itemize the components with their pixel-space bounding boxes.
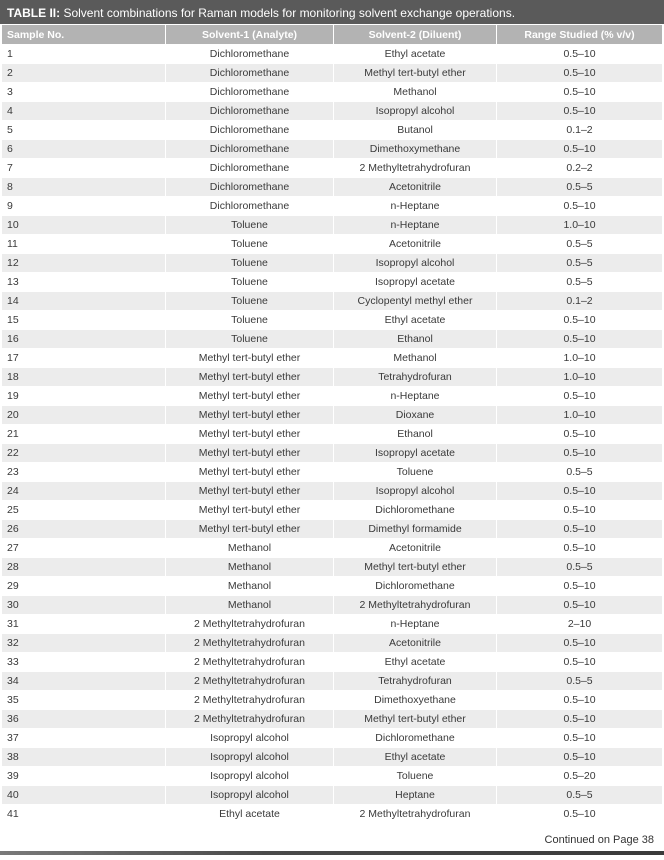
table-row (2, 615, 662, 634)
solvent-1-cell: Toluene (166, 292, 334, 311)
column-header-sample-no: Sample No. (2, 25, 166, 45)
solvent-1-cell: Toluene (166, 216, 334, 235)
table-body (2, 45, 662, 824)
range-cell: 0.5–10 (497, 197, 662, 216)
sample-no-cell: 39 (2, 767, 166, 786)
continued-note: Continued on Page 38 (544, 834, 654, 846)
table-row (2, 64, 662, 83)
solvent-2-cell: Heptane (334, 786, 497, 805)
sample-no-cell: 11 (2, 235, 166, 254)
column-header-solvent-1: Solvent-1 (Analyte) (166, 25, 334, 45)
sample-no-cell: 27 (2, 539, 166, 558)
sample-no-cell: 16 (2, 330, 166, 349)
solvent-2-cell: Toluene (334, 463, 497, 482)
solvent-2-cell: 2 Methyltetrahydrofuran (334, 159, 497, 178)
sample-no-cell: 10 (2, 216, 166, 235)
table-row (2, 748, 662, 767)
range-cell: 0.5–10 (497, 482, 662, 501)
sample-no-cell: 22 (2, 444, 166, 463)
solvent-2-cell: Methyl tert-butyl ether (334, 64, 497, 83)
table-row (2, 501, 662, 520)
table-title-text: Solvent combinations for Raman models for monitoring solvent exchange operations. (63, 6, 516, 20)
solvent-2-cell: Dimethoxyethane (334, 691, 497, 710)
range-cell: 0.5–10 (497, 805, 662, 824)
solvent-2-cell: n-Heptane (334, 216, 497, 235)
solvent-1-cell: Methyl tert-butyl ether (166, 349, 334, 368)
solvent-2-cell: Ethanol (334, 330, 497, 349)
solvent-1-cell: Ethyl acetate (166, 805, 334, 824)
sample-no-cell: 32 (2, 634, 166, 653)
solvent-1-cell: Methanol (166, 596, 334, 615)
range-cell: 0.5–10 (497, 83, 662, 102)
table-row (2, 330, 662, 349)
sample-no-cell: 33 (2, 653, 166, 672)
solvent-2-cell: Acetonitrile (334, 539, 497, 558)
table-row (2, 577, 662, 596)
sample-no-cell: 29 (2, 577, 166, 596)
column-header-range: Range Studied (% v/v) (497, 25, 662, 45)
table-row (2, 178, 662, 197)
table-row (2, 786, 662, 805)
range-cell: 0.5–10 (497, 596, 662, 615)
column-header-solvent-2: Solvent-2 (Diluent) (334, 25, 497, 45)
range-cell: 0.5–10 (497, 387, 662, 406)
table-row (2, 634, 662, 653)
sample-no-cell: 12 (2, 254, 166, 273)
table-row (2, 387, 662, 406)
range-cell: 0.5–5 (497, 558, 662, 577)
range-cell: 0.5–10 (497, 311, 662, 330)
solvent-2-cell: Cyclopentyl methyl ether (334, 292, 497, 311)
solvent-2-cell: Isopropyl acetate (334, 444, 497, 463)
sample-no-cell: 25 (2, 501, 166, 520)
range-cell: 0.5–5 (497, 178, 662, 197)
solvent-2-cell: 2 Methyltetrahydrofuran (334, 805, 497, 824)
sample-no-cell: 18 (2, 368, 166, 387)
table-row (2, 273, 662, 292)
table-row (2, 444, 662, 463)
sample-no-cell: 14 (2, 292, 166, 311)
table-header-row (2, 25, 662, 45)
solvent-1-cell: Toluene (166, 311, 334, 330)
range-cell: 0.5–5 (497, 273, 662, 292)
table-row (2, 216, 662, 235)
sample-no-cell: 37 (2, 729, 166, 748)
table-row (2, 368, 662, 387)
range-cell: 0.5–10 (497, 425, 662, 444)
solvent-2-cell: Ethanol (334, 425, 497, 444)
table-row (2, 805, 662, 824)
solvent-2-cell: n-Heptane (334, 197, 497, 216)
solvent-1-cell: Methyl tert-butyl ether (166, 520, 334, 539)
solvent-1-cell: 2 Methyltetrahydrofuran (166, 653, 334, 672)
table-row (2, 672, 662, 691)
table-title (0, 0, 664, 24)
range-cell: 0.5–10 (497, 444, 662, 463)
sample-no-cell: 6 (2, 140, 166, 159)
sample-no-cell: 21 (2, 425, 166, 444)
solvent-1-cell: Toluene (166, 254, 334, 273)
sample-no-cell: 19 (2, 387, 166, 406)
table-row (2, 425, 662, 444)
table-row (2, 596, 662, 615)
range-cell: 0.5–10 (497, 729, 662, 748)
solvent-2-cell: Isopropyl acetate (334, 273, 497, 292)
sample-no-cell: 41 (2, 805, 166, 824)
solvent-1-cell: Dichloromethane (166, 64, 334, 83)
solvent-1-cell: Toluene (166, 330, 334, 349)
sample-no-cell: 36 (2, 710, 166, 729)
solvent-2-cell: Toluene (334, 767, 497, 786)
table-row (2, 463, 662, 482)
range-cell: 0.5–5 (497, 254, 662, 273)
solvent-2-cell: Dioxane (334, 406, 497, 425)
table-row (2, 121, 662, 140)
bottom-rule (0, 851, 664, 855)
solvent-2-cell: Tetrahydrofuran (334, 368, 497, 387)
solvent-1-cell: Methyl tert-butyl ether (166, 482, 334, 501)
table-row (2, 235, 662, 254)
solvent-1-cell: 2 Methyltetrahydrofuran (166, 615, 334, 634)
range-cell: 1.0–10 (497, 216, 662, 235)
range-cell: 0.5–5 (497, 235, 662, 254)
solvent-2-cell: Ethyl acetate (334, 311, 497, 330)
solvent-2-cell: Butanol (334, 121, 497, 140)
solvent-2-cell: n-Heptane (334, 615, 497, 634)
solvent-2-cell: Dichloromethane (334, 729, 497, 748)
solvent-2-cell: Dimethoxymethane (334, 140, 497, 159)
solvent-2-cell: Ethyl acetate (334, 45, 497, 64)
solvent-table (2, 25, 662, 824)
sample-no-cell: 1 (2, 45, 166, 64)
solvent-2-cell: Ethyl acetate (334, 653, 497, 672)
solvent-1-cell: 2 Methyltetrahydrofuran (166, 691, 334, 710)
sample-no-cell: 24 (2, 482, 166, 501)
solvent-2-cell: Acetonitrile (334, 235, 497, 254)
sample-no-cell: 9 (2, 197, 166, 216)
solvent-1-cell: Methyl tert-butyl ether (166, 501, 334, 520)
table-row (2, 691, 662, 710)
range-cell: 0.5–10 (497, 710, 662, 729)
solvent-1-cell: Dichloromethane (166, 83, 334, 102)
range-cell: 0.5–20 (497, 767, 662, 786)
solvent-2-cell: n-Heptane (334, 387, 497, 406)
sample-no-cell: 31 (2, 615, 166, 634)
table-row (2, 349, 662, 368)
table-title-label: TABLE II: (7, 6, 61, 20)
range-cell: 0.5–5 (497, 786, 662, 805)
sample-no-cell: 35 (2, 691, 166, 710)
sample-no-cell: 15 (2, 311, 166, 330)
sample-no-cell: 23 (2, 463, 166, 482)
solvent-2-cell: Methanol (334, 83, 497, 102)
table-row (2, 159, 662, 178)
table-row (2, 102, 662, 121)
table-row (2, 406, 662, 425)
solvent-1-cell: Methyl tert-butyl ether (166, 368, 334, 387)
sample-no-cell: 5 (2, 121, 166, 140)
solvent-1-cell: Isopropyl alcohol (166, 767, 334, 786)
solvent-1-cell: Methanol (166, 558, 334, 577)
solvent-1-cell: Dichloromethane (166, 102, 334, 121)
solvent-2-cell: Isopropyl alcohol (334, 482, 497, 501)
table-row (2, 482, 662, 501)
solvent-1-cell: Methyl tert-butyl ether (166, 444, 334, 463)
sample-no-cell: 4 (2, 102, 166, 121)
range-cell: 0.1–2 (497, 121, 662, 140)
solvent-2-cell: Isopropyl alcohol (334, 254, 497, 273)
table-row (2, 254, 662, 273)
table-row (2, 539, 662, 558)
solvent-1-cell: Methanol (166, 577, 334, 596)
table-row (2, 520, 662, 539)
table-row (2, 45, 662, 64)
table-row (2, 197, 662, 216)
range-cell: 0.5–5 (497, 672, 662, 691)
solvent-1-cell: Toluene (166, 273, 334, 292)
range-cell: 0.5–10 (497, 748, 662, 767)
solvent-2-cell: Ethyl acetate (334, 748, 497, 767)
range-cell: 0.5–10 (497, 520, 662, 539)
sample-no-cell: 28 (2, 558, 166, 577)
table-row (2, 83, 662, 102)
solvent-1-cell: Methyl tert-butyl ether (166, 406, 334, 425)
solvent-2-cell: Methyl tert-butyl ether (334, 710, 497, 729)
table-row (2, 140, 662, 159)
range-cell: 1.0–10 (497, 349, 662, 368)
table-row (2, 729, 662, 748)
solvent-1-cell: Dichloromethane (166, 197, 334, 216)
solvent-1-cell: 2 Methyltetrahydrofuran (166, 634, 334, 653)
sample-no-cell: 17 (2, 349, 166, 368)
solvent-1-cell: Isopropyl alcohol (166, 748, 334, 767)
sample-no-cell: 20 (2, 406, 166, 425)
solvent-2-cell: Acetonitrile (334, 178, 497, 197)
range-cell: 0.5–10 (497, 64, 662, 83)
table-row (2, 653, 662, 672)
range-cell: 0.5–10 (497, 653, 662, 672)
table-row (2, 710, 662, 729)
range-cell: 0.2–2 (497, 159, 662, 178)
range-cell: 0.5–5 (497, 463, 662, 482)
sample-no-cell: 26 (2, 520, 166, 539)
solvent-2-cell: 2 Methyltetrahydrofuran (334, 596, 497, 615)
solvent-2-cell: Methanol (334, 349, 497, 368)
solvent-2-cell: Tetrahydrofuran (334, 672, 497, 691)
table-row (2, 558, 662, 577)
sample-no-cell: 8 (2, 178, 166, 197)
solvent-1-cell: Dichloromethane (166, 159, 334, 178)
range-cell: 0.5–10 (497, 634, 662, 653)
range-cell: 1.0–10 (497, 406, 662, 425)
range-cell: 0.5–10 (497, 102, 662, 121)
solvent-2-cell: Isopropyl alcohol (334, 102, 497, 121)
table-row (2, 767, 662, 786)
solvent-2-cell: Acetonitrile (334, 634, 497, 653)
solvent-1-cell: Isopropyl alcohol (166, 786, 334, 805)
solvent-1-cell: 2 Methyltetrahydrofuran (166, 710, 334, 729)
sample-no-cell: 7 (2, 159, 166, 178)
range-cell: 0.5–10 (497, 501, 662, 520)
solvent-2-cell: Dichloromethane (334, 501, 497, 520)
sample-no-cell: 2 (2, 64, 166, 83)
range-cell: 0.5–10 (497, 330, 662, 349)
range-cell: 1.0–10 (497, 368, 662, 387)
solvent-2-cell: Dichloromethane (334, 577, 497, 596)
sample-no-cell: 34 (2, 672, 166, 691)
sample-no-cell: 40 (2, 786, 166, 805)
solvent-1-cell: Dichloromethane (166, 45, 334, 64)
solvent-1-cell: Methyl tert-butyl ether (166, 425, 334, 444)
solvent-1-cell: Dichloromethane (166, 140, 334, 159)
solvent-1-cell: 2 Methyltetrahydrofuran (166, 672, 334, 691)
range-cell: 0.5–10 (497, 577, 662, 596)
solvent-2-cell: Dimethyl formamide (334, 520, 497, 539)
range-cell: 0.5–10 (497, 45, 662, 64)
range-cell: 0.5–10 (497, 539, 662, 558)
range-cell: 2–10 (497, 615, 662, 634)
sample-no-cell: 3 (2, 83, 166, 102)
solvent-1-cell: Methyl tert-butyl ether (166, 387, 334, 406)
sample-no-cell: 38 (2, 748, 166, 767)
solvent-1-cell: Methanol (166, 539, 334, 558)
table-row (2, 311, 662, 330)
range-cell: 0.5–10 (497, 140, 662, 159)
table-row (2, 292, 662, 311)
solvent-1-cell: Dichloromethane (166, 121, 334, 140)
range-cell: 0.1–2 (497, 292, 662, 311)
solvent-1-cell: Methyl tert-butyl ether (166, 463, 334, 482)
solvent-1-cell: Isopropyl alcohol (166, 729, 334, 748)
sample-no-cell: 30 (2, 596, 166, 615)
range-cell: 0.5–10 (497, 691, 662, 710)
solvent-2-cell: Methyl tert-butyl ether (334, 558, 497, 577)
solvent-1-cell: Toluene (166, 235, 334, 254)
solvent-1-cell: Dichloromethane (166, 178, 334, 197)
sample-no-cell: 13 (2, 273, 166, 292)
